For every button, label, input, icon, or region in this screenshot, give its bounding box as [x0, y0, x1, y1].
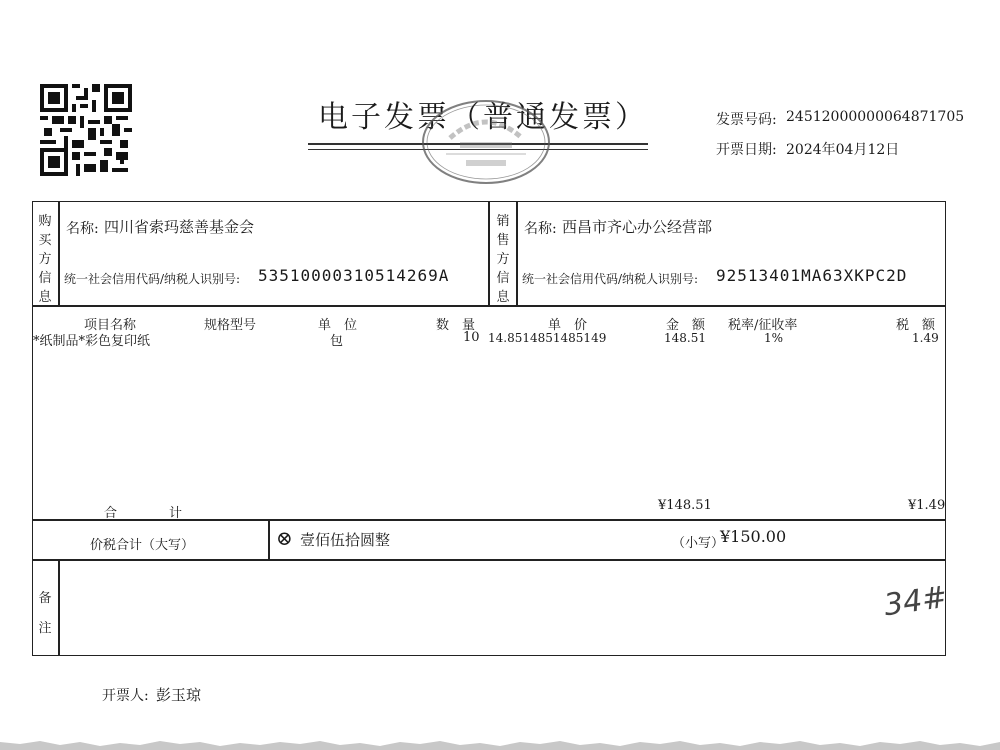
divider-remarks-label [58, 559, 60, 656]
remarks-side-label: 备 注 [38, 591, 52, 636]
total-tax: ¥1.49 [908, 498, 946, 513]
invoice-number: 24512000000064871705 [786, 109, 965, 125]
col-header-spec: 规格型号 [204, 318, 257, 333]
handwritten-note: 34# [881, 579, 950, 624]
sum-lowercase: ¥150.00 [720, 527, 787, 546]
item-amount: 148.51 [664, 331, 706, 345]
torn-paper-edge [0, 738, 1000, 750]
seller-name: 西昌市齐心办公经营部 [562, 218, 713, 236]
tax-seal-stamp [420, 98, 552, 186]
invoice-date-label: 开票日期: [716, 142, 777, 158]
sum-label: 价税合计（大写） [90, 538, 195, 553]
seller-taxid-label: 统一社会信用代码/纳税人识别号: [522, 272, 699, 286]
seller-taxid: 92513401MA63XKPC2D [716, 266, 908, 285]
buyer-name-label: 名称: [66, 221, 99, 237]
col-header-tax: 税 额 [896, 318, 936, 333]
item-qty: 10 [463, 330, 480, 345]
sum-uppercase: 壹佰伍拾圆整 [300, 531, 391, 549]
item-tax: 1.49 [912, 331, 939, 345]
buyer-side-label: 购 买 方 信 息 [38, 214, 52, 305]
col-header-price: 单 价 [548, 318, 588, 333]
total-amount: ¥148.51 [658, 498, 712, 513]
seller-name-label: 名称: [524, 221, 557, 237]
divider-parties [32, 305, 946, 307]
divider-buyer-label [58, 201, 60, 305]
col-header-rate: 税率/征收率 [728, 318, 798, 333]
sum-lowercase-label: （小写） [672, 536, 725, 551]
col-header-qty: 数 量 [436, 318, 476, 333]
divider-sum-label [268, 519, 270, 559]
divider-buyer-seller [488, 201, 490, 305]
buyer-taxid-label: 统一社会信用代码/纳税人识别号: [64, 272, 241, 286]
issuer-label: 开票人: [102, 688, 149, 704]
invoice-date: 2024年04月12日 [786, 142, 900, 158]
col-header-unit: 单 位 [318, 318, 358, 333]
total-label: 合 计 [104, 506, 183, 521]
item-rate: 1% [764, 331, 784, 345]
sum-uppercase-symbol: ⊗ [276, 526, 293, 550]
col-header-name: 项目名称 [84, 318, 137, 333]
col-header-amount: 金 额 [666, 318, 706, 333]
item-unit: 包 [330, 334, 344, 349]
divider-seller-label [516, 201, 518, 305]
invoice-number-label: 发票号码: [716, 112, 777, 128]
seller-side-label: 销 售 方 信 息 [496, 214, 510, 305]
buyer-name: 四川省索玛慈善基金会 [104, 218, 255, 236]
item-name: *纸制品*彩色复印纸 [33, 334, 151, 349]
divider-sum [32, 559, 946, 561]
item-price: 14.8514851485149 [488, 331, 607, 345]
qr-code [40, 84, 132, 176]
buyer-taxid: 53510000310514269A [258, 266, 450, 285]
issuer-name: 彭玉琼 [156, 686, 202, 704]
invoice-title: 电子发票（普通发票） [318, 100, 648, 135]
